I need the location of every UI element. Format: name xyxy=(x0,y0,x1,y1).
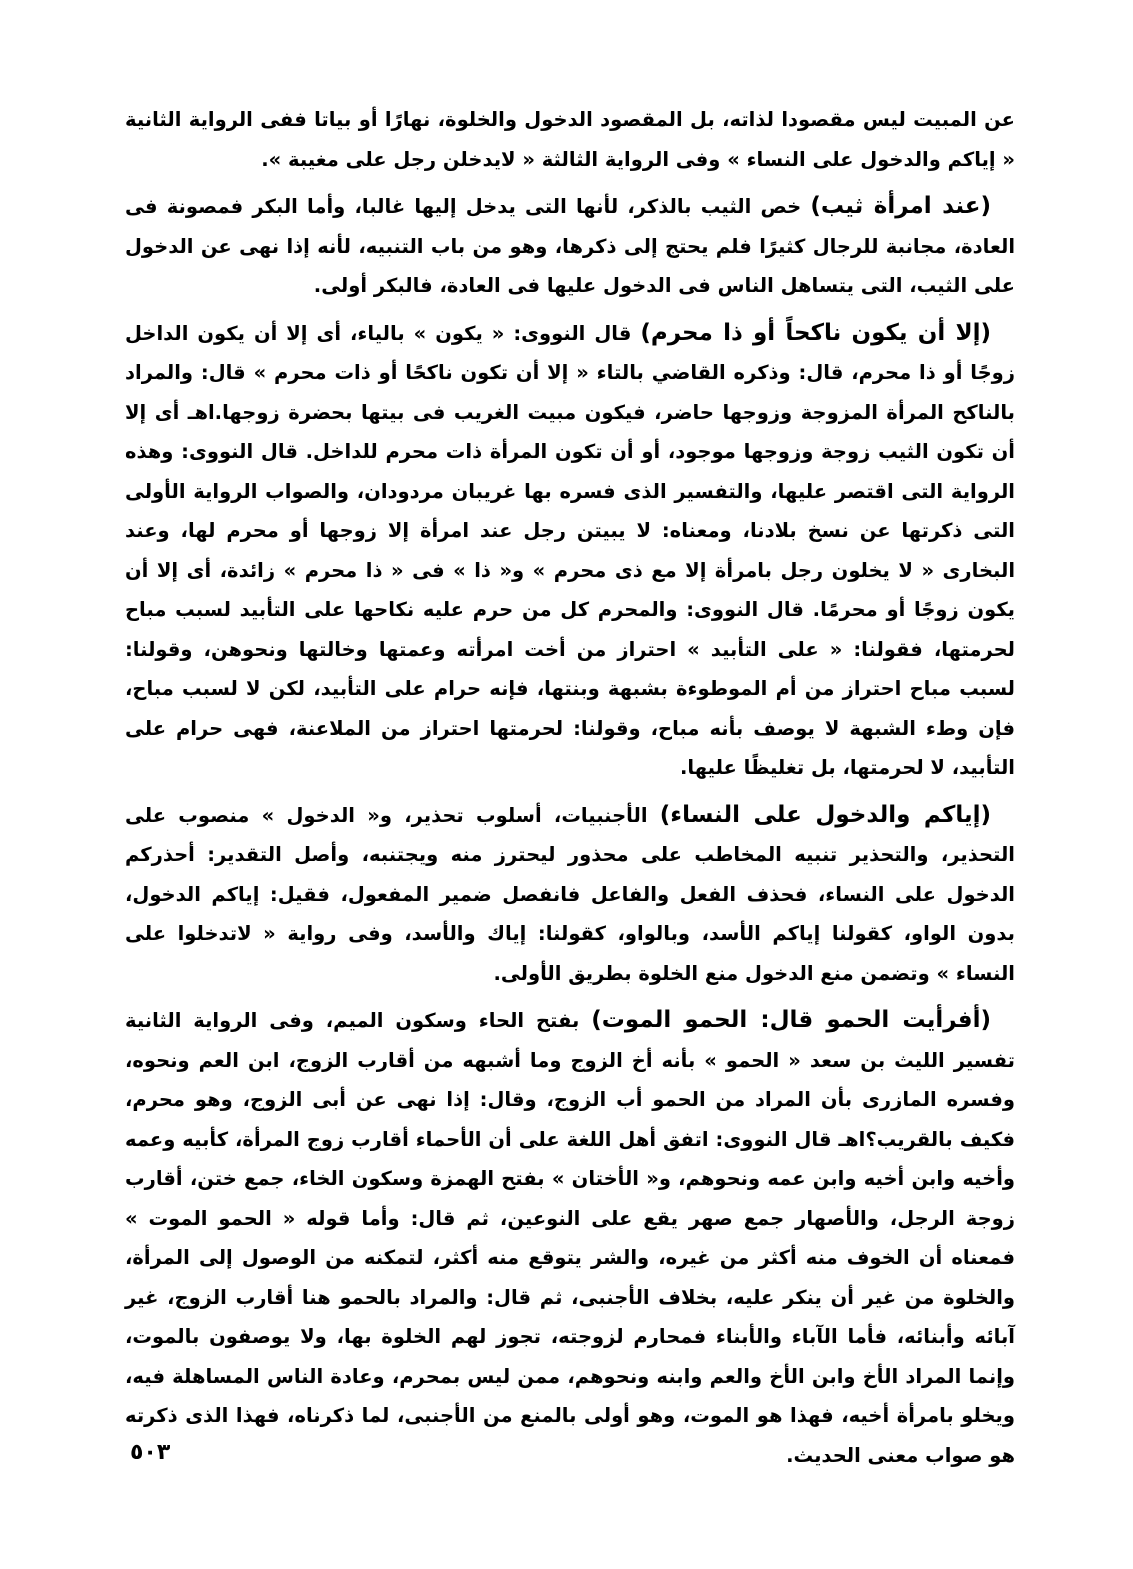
paragraph-heading: (أفرأيت الحمو قال: الحمو الموت) xyxy=(591,1007,991,1033)
page-number: ٥٠٣ xyxy=(130,1440,171,1465)
paragraph-iyyakum xyxy=(125,796,1015,994)
paragraph-thayyib xyxy=(125,187,1015,306)
paragraph-hamw xyxy=(125,1001,1015,1475)
paragraph-text: الأجنبيات، أسلوب تحذير، و« الدخول » منصوب على التحذير، والتحذير تنبيه المخاطب على محذور ليحترز منه ويجتنبه، وأصل التقدير: أحذركم الدخول على النساء، فحذف الفعل والفاعل فانفصل ضمير المفعول، فقيل: إياكم الدخول، بدون الواو، كقولنا إياكم الأسد، وبالواو، كقولنا: إياك والأسد، وفى رواية « لاتدخلوا على النساء » وتضمن منع الدخول منع الخلوة بطريق الأولى. xyxy=(125,803,1015,985)
paragraph-heading: (عند امرأة ثيب) xyxy=(810,193,991,219)
paragraph-text: قال النووى: « يكون » بالياء، أى إلا أن يكون الداخل زوجًا أو ذا محرم، قال: وذكره القاضي بالتاء « إلا أن تكون ناكحًا أو ذات محرم » قال: والمراد بالناكح المرأة المزوجة وزوجها حاضر، فيكون مبيت الغريب فى بيتها بحضرة زوجها.اهـ أى إلا أن تكون الثيب زوجة وزوجها موجود، أو أن تكون المرأة ذات محرم للداخل. قال النووى: وهذه الرواية التى اقتصر عليها، والتفسير الذى فسره بها غريبان مردودان، والصواب الرواية الأولى التى ذكرتها عن نسخ بلادنا، ومعناه: لا يبيتن رجل عند امرأة إلا زوجها أو محرم لها، وعند البخارى « لا يخلون رجل بامرأة إلا مع ذى محرم » و« ذا » فى « ذا محرم » زائدة، أى إلا أن يكون زوجًا أو محرمًا. قال النووى: والمحرم كل من حرم عليه نكاحها على التأبيد لسبب مباح لحرمتها، فقولنا: « على التأبيد » احتراز من أخت امرأته وعمتها وخالتها ونحوهن، وقولنا: لسبب مباح احتراز من أم الموطوءة بشبهة وبنتها، فإنه حرام على التأبيد، لكن لا لسبب مباح، فإن وطء الشبهة لا يوصف بأنه مباح، وقولنا: لحرمتها احتراز من الملاعنة، فهى حرام على التأبيد، لا لحرمتها، بل تغليظًا عليها. xyxy=(125,321,1015,779)
page-body xyxy=(125,100,1015,1475)
paragraph-continuation xyxy=(125,100,1015,179)
paragraph-text: خص الثيب بالذكر، لأنها التى يدخل إليها غالبا، وأما البكر فمصونة فى العادة، مجانبة للرجال كثيرًا فلم يحتج إلى ذكرها، وهو من باب التنبيه، لأنه إذا نهى عن الدخول على الثيب، التى يتساهل الناس فى الدخول عليها فى العادة، فالبكر أولى. xyxy=(125,195,1015,297)
paragraph-nakih xyxy=(125,314,1015,788)
paragraph-heading: (إلا أن يكون ناكحاً أو ذا محرم) xyxy=(640,319,991,346)
paragraph-text: عن المبيت ليس مقصودا لذاته، بل المقصود الدخول والخلوة، نهارًا أو بياتا ففى الرواية الثانية « إياكم والدخول على النساء » وفى الرواية الثالثة « لايدخلن رجل على مغيبة ». xyxy=(125,108,1015,171)
paragraph-heading: (إياكم والدخول على النساء) xyxy=(659,801,991,828)
paragraph-text: بفتح الحاء وسكون الميم، وفى الرواية الثانية تفسير الليث بن سعد « الحمو » بأنه أخ الزوج وما أشبهه من أقارب الزوج، ابن العم ونحوه، وفسره المازرى بأن المراد من الحمو أب الزوج، وقال: إذا نهى عن أبى الزوج، وهو محرم، فكيف بالقريب؟اهـ قال النووى: اتفق أهل اللغة على أن الأحماء أقارب زوج المرأة، كأبيه وعمه وأخيه وابن أخيه وابن عمه ونحوهم، و« الأختان » بفتح الهمزة وسكون الخاء، جمع ختن، أقارب زوجة الرجل، والأصهار جمع صهر يقع على النوعين، ثم قال: وأما قوله « الحمو الموت » فمعناه أن الخوف منه أكثر من غيره، والشر يتوقع منه أكثر، لتمكنه من الوصول إلى المرأة، والخلوة من غير أن ينكر عليه، بخلاف الأجنبى، ثم قال: والمراد بالحمو هنا أقارب الزوج، غير آبائه وأبنائه، فأما الآباء والأبناء فمحارم لزوجته، تجوز لهم الخلوة بها، ولا يوصفون بالموت، وإنما المراد الأخ وابن الأخ والعم وابنه ونحوهم، ممن ليس بمحرم، وعادة الناس المساهلة فيه، ويخلو بامرأة أخيه، فهذا هو الموت، وهو أولى بالمنع من الأجنبى، لما ذكرناه، فهذا الذى ذكرته هو صواب معنى الحديث. xyxy=(125,1009,1015,1467)
